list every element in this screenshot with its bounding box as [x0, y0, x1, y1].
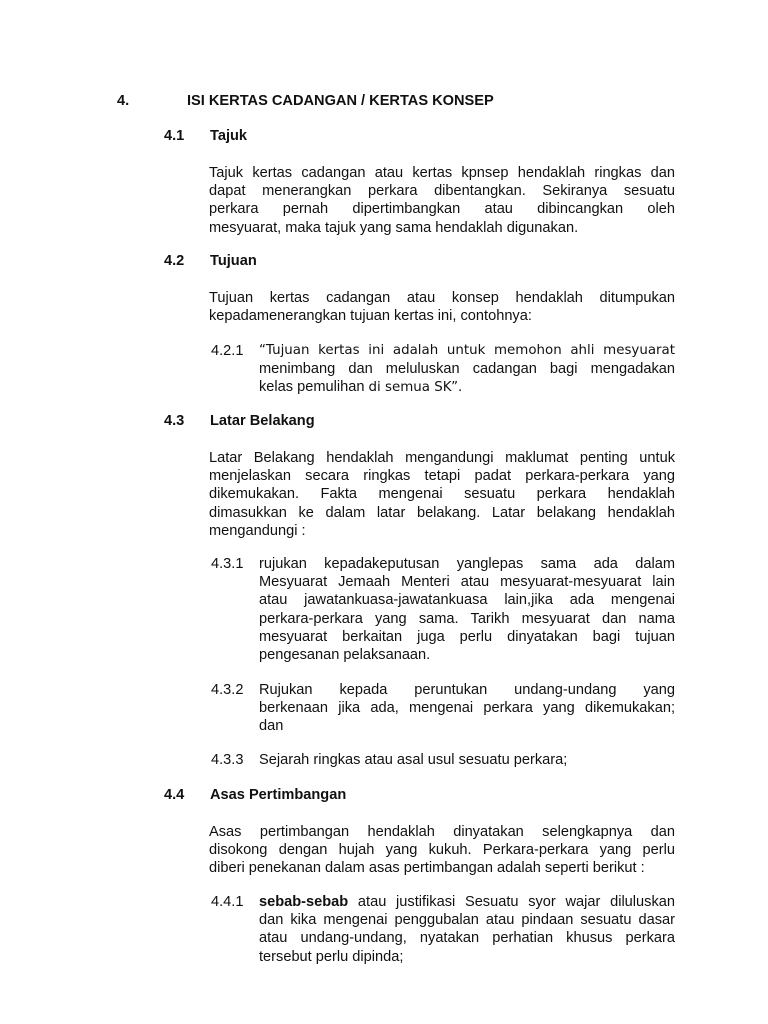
- text-line: dapat menerangkan perkara dibentangkan. Sekiranya sesuatu: [209, 183, 675, 200]
- subsection-title: Tajuk: [210, 128, 248, 144]
- text-line: pengesanan pelaksanaan.: [259, 647, 431, 664]
- bold-lead: sebab-sebab: [259, 894, 349, 910]
- subsection-title: Latar Belakang: [210, 413, 315, 429]
- item-rujukan-undang: [259, 681, 675, 736]
- subsection-number: 4.1: [164, 128, 185, 144]
- section-number: 4.: [117, 93, 130, 109]
- text-line: [259, 378, 675, 397]
- text-line: Sejarah ringkas atau asal usul sesuatu perkara;: [259, 752, 568, 768]
- text-line: atau jawatankuasa-jawatankuasa lain,jika ada mengenai: [259, 592, 675, 609]
- text-line: Asas pertimbangan hendaklah dinyatakan selengkapnya dan: [209, 824, 675, 840]
- text-line: berkenaan jika ada, mengenai perkara yang dikemukakan;: [259, 700, 675, 717]
- item-number: 4.4.1: [211, 894, 244, 910]
- text-fragment: di semua SK”.: [368, 380, 463, 396]
- paragraph-latar-belakang: [209, 449, 675, 540]
- item-sejarah: [259, 751, 675, 769]
- subsection-number: 4.2: [164, 253, 185, 269]
- text-line: atau undang-undang, nyatakan perhatian khusus perkara: [259, 930, 675, 947]
- text-line: [259, 893, 675, 911]
- text-line: “Tujuan kertas ini adalah untuk memohon ahli mesyuarat: [259, 343, 675, 358]
- text-line: tersebut perlu dipinda;: [259, 948, 404, 965]
- paragraph-asas-pertimbangan: [209, 823, 675, 878]
- text-line: kepadamenerangkan tujuan kertas ini, contohnya:: [209, 308, 532, 325]
- text-line: diberi penekanan dalam asas pertimbangan adalah seperti berikut :: [209, 860, 645, 877]
- text-line: mesyuarat berkaitan juga perlu dinyatakan bagi tujuan: [259, 628, 675, 645]
- subsection-title: Tujuan: [210, 253, 257, 269]
- item-number: 4.3.3: [211, 752, 244, 768]
- text-line: dikemukakan. Fakta mengenai sesuatu perkara hendaklah: [209, 486, 675, 503]
- text-line: perkara-perkara yang sama. Tarikh mesyuarat dan nama: [259, 610, 675, 627]
- text-fragment: kelas pemulihan: [259, 379, 369, 396]
- text-line: dan kika mengenai penggubalan atau pindaan sesuatu dasar: [259, 912, 675, 929]
- subsection-number: 4.4: [164, 787, 185, 803]
- item-number: 4.2.1: [211, 343, 244, 359]
- text-fragment: atau justifikasi Sesuatu syor wajar diluluskan: [348, 894, 675, 910]
- text-line: Latar Belakang hendaklah mengandungi maklumat penting untuk: [209, 450, 675, 466]
- item-tujuan-example: [259, 342, 675, 398]
- paragraph-tujuan: [209, 289, 675, 325]
- text-line: mengandungi :: [209, 522, 306, 539]
- subsection-title: Asas Pertimbangan: [210, 787, 347, 803]
- text-line: Rujukan kepada peruntukan undang-undang yang: [259, 682, 675, 698]
- text-line: Tujuan kertas cadangan atau konsep hendaklah ditumpukan: [209, 290, 675, 306]
- item-number: 4.3.1: [211, 556, 244, 572]
- section-title: ISI KERTAS CADANGAN / KERTAS KONSEP: [187, 93, 494, 109]
- paragraph-tajuk: [209, 164, 675, 237]
- subsection-number: 4.3: [164, 413, 185, 429]
- text-line: perkara pernah dipertimbangkan atau dibincangkan oleh: [209, 201, 675, 218]
- text-line: rujukan kepadakeputusan yanglepas sama ada dalam: [259, 556, 675, 572]
- text-line: Mesyuarat Jemaah Menteri atau mesyuarat-mesyuarat lain: [259, 574, 675, 591]
- text-line: mesyuarat, maka tajuk yang sama hendaklah digunakan.: [209, 219, 579, 236]
- text-line: menimbang dan meluluskan cadangan bagi mengadakan: [259, 361, 675, 378]
- text-line: dimasukkan ke dalam latar belakang. Latar belakang hendaklah: [209, 504, 675, 521]
- text-line: disokong dengan hujah yang kukuh. Perkara-perkara yang perlu: [209, 842, 675, 859]
- item-sebab-sebab: [259, 893, 675, 966]
- text-line: menjelaskan secara ringkas tetapi padat perkara-perkara yang: [209, 468, 675, 485]
- text-line: Tajuk kertas cadangan atau kertas kpnsep hendaklah ringkas dan: [209, 165, 675, 181]
- item-rujukan-keputusan: [259, 555, 675, 664]
- text-line: dan: [259, 718, 284, 735]
- item-number: 4.3.2: [211, 682, 244, 698]
